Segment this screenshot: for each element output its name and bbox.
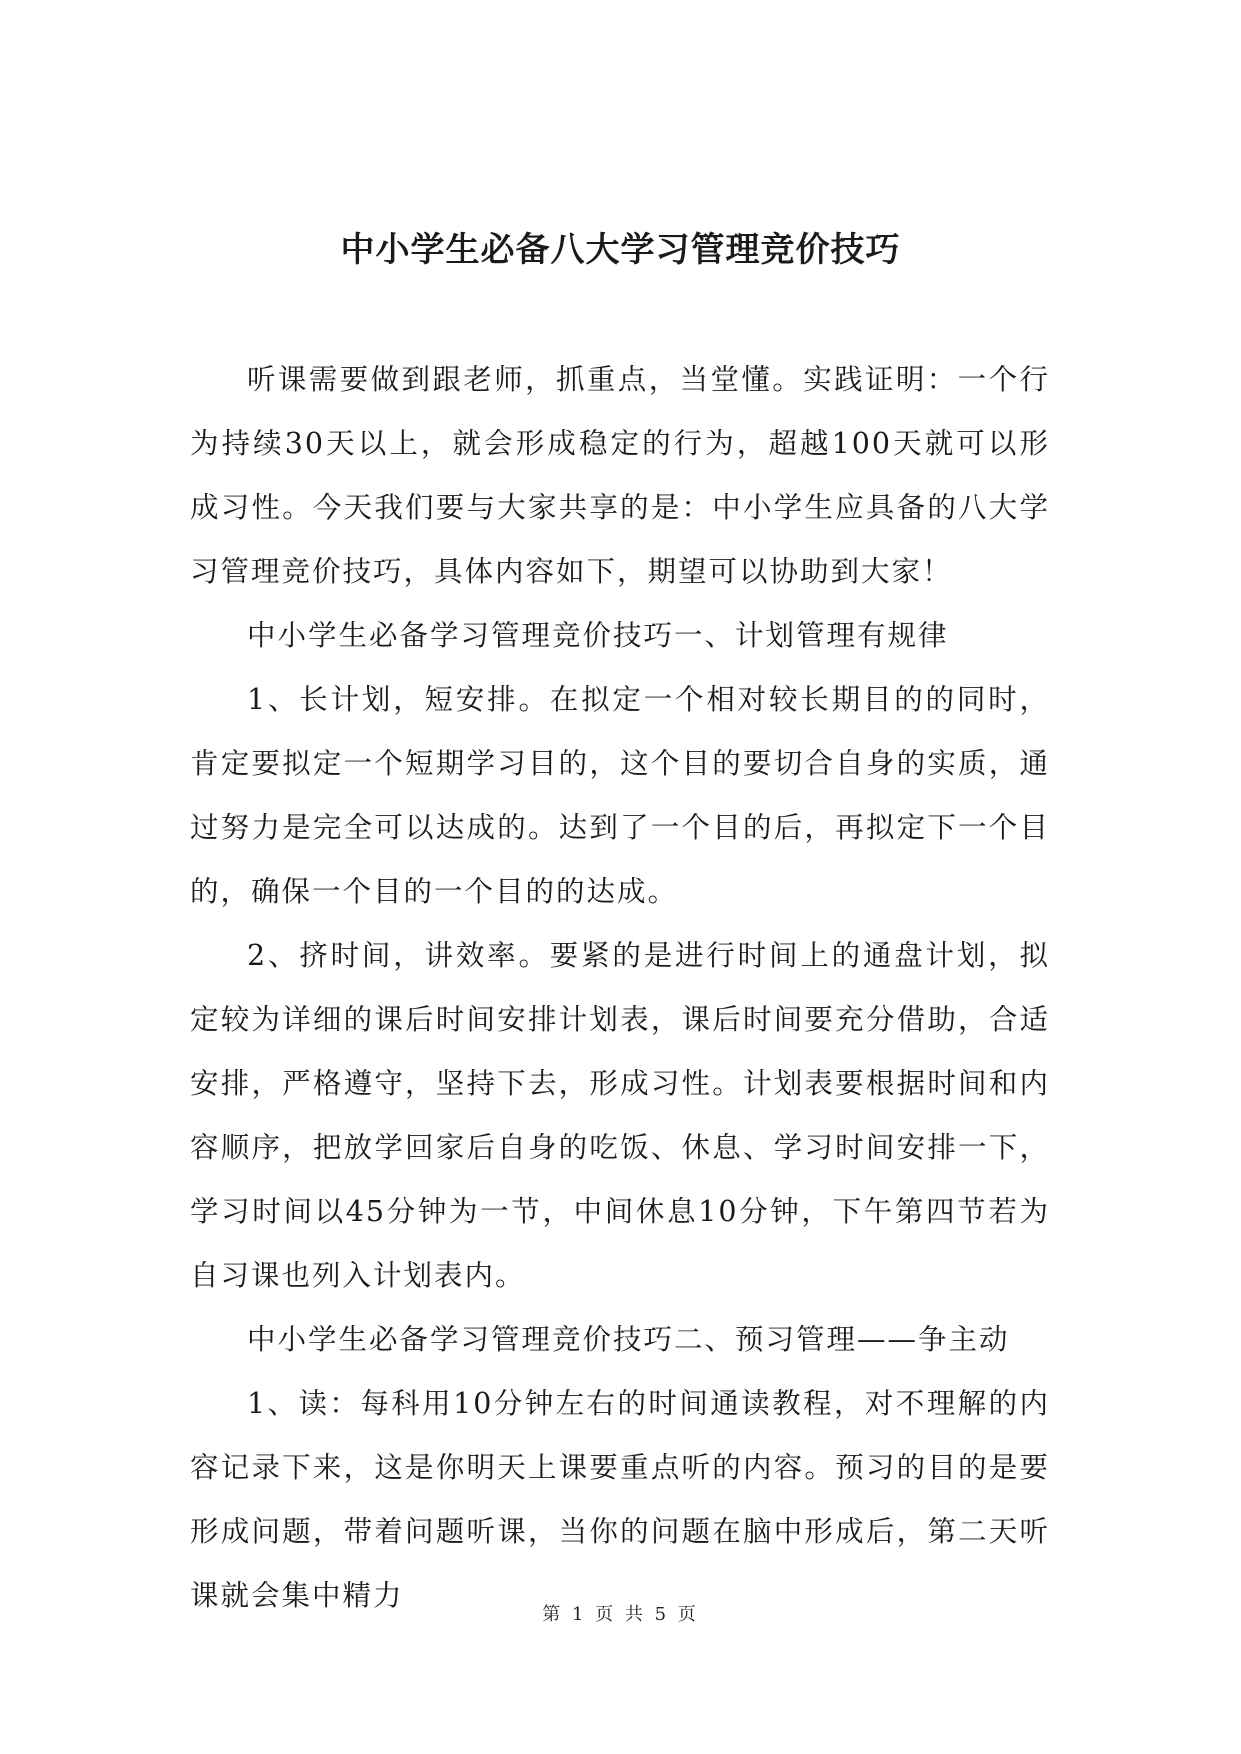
section-1-item-1: 1、长计划，短安排。在拟定一个相对较长期目的的同时，肯定要拟定一个短期学习目的，这个目的要切合自身的实质，通过努力是完全可以达成的。达到了一个目的后，再拟定下一个目的，确保一个目的一个目的的达成。	[190, 683, 1050, 908]
section-heading-2: 中小学生必备学习管理竞价技巧二、预习管理——争主动	[247, 1323, 1010, 1356]
section-2-item-1: 1、读：每科用10分钟左右的时间通读教程，对不理解的内容记录下来，这是你明天上课要重点听的内容。预习的目的是要形成问题，带着问题听课，当你的问题在脑中形成后，第二天听课就会集中精力	[190, 1387, 1050, 1612]
document-body	[190, 348, 1050, 1628]
section-heading-1: 中小学生必备学习管理竞价技巧一、计划管理有规律	[247, 619, 949, 652]
page-number-footer: 第 1 页 共 5 页	[542, 1604, 699, 1625]
document-title: 中小学生必备八大学习管理竞价技巧	[340, 230, 901, 270]
intro-paragraph: 听课需要做到跟老师，抓重点，当堂懂。实践证明：一个行为持续30天以上，就会形成稳定的行为，超越100天就可以形成习性。今天我们要与大家共享的是：中小学生应具备的八大学习管理竞价技巧，具体内容如下，期望可以协助到大家！	[190, 363, 1050, 588]
section-1-item-2: 2、挤时间，讲效率。要紧的是进行时间上的通盘计划，拟定较为详细的课后时间安排计划表，课后时间要充分借助，合适安排，严格遵守，坚持下去，形成习性。计划表要根据时间和内容顺序，把放学回家后自身的吃饭、休息、学习时间安排一下，学习时间以45分钟为一节，中间休息10分钟，下午第四节若为自习课也列入计划表内。	[190, 939, 1050, 1292]
